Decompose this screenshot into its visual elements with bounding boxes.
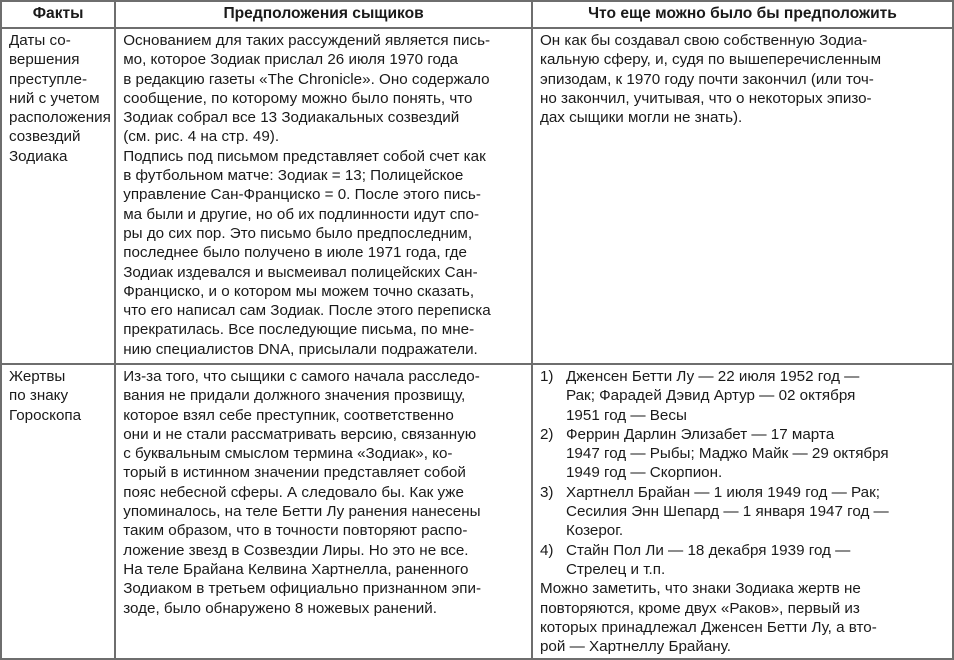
text-line: мо, которое Зодиак прислал 26 июля 1970 года (123, 51, 458, 69)
list-number: 3) (539, 483, 554, 501)
text-line: ложение звезд в Созвездии Лиры. Но это не все. (123, 541, 469, 559)
text-line: кальную сферу, и, судя по вышеперечисленным (539, 51, 882, 69)
text-line: преступле- (9, 70, 88, 88)
text-line: Хартнелл Брайан — 1 июля 1949 год — Рак; (565, 483, 880, 501)
text-line: в футбольном матче: Зодиак = 13; Полицейское (123, 167, 464, 185)
text-line: пояс небесной сферы. А следовало бы. Как уже (123, 483, 464, 501)
text-line: в редакцию газеты «The Chronicle». Оно содержало (123, 70, 490, 88)
table-row (1, 28, 953, 364)
text-line: управление Сан-Франциско = 0. После этого пись- (123, 186, 481, 204)
text-line: Зодиак издевался и высмеивал полицейских Сан- (123, 263, 478, 281)
text-line: Стрелец и т.п. (565, 560, 666, 578)
text-line: Зодиаком в третьем официально признанном эпи- (123, 580, 482, 598)
text-line: Зодиака (9, 147, 68, 165)
text-line: Козерог. (565, 522, 624, 540)
table-header-row (1, 1, 953, 28)
fact-cell-victims-horoscope (1, 364, 115, 659)
list-item (540, 541, 945, 580)
text-line: Он как бы создавал свою собственную Зодиа- (539, 32, 868, 49)
header-facts: Факты (1, 1, 115, 28)
list-item (540, 483, 945, 541)
text-line: повторяются, кроме двух «Раков», первый из (539, 599, 860, 617)
list-item (540, 425, 945, 483)
assumption-cell-nickname (115, 364, 532, 659)
text-line: сообщение, по которому можно было понять, что (123, 89, 473, 107)
text-line: Франциско, и о котором мы можем точно сказать, (123, 282, 475, 300)
text-line: торый в истинном значении представляет собой (123, 464, 466, 482)
text-line: по знаку (9, 387, 69, 405)
text-line: Можно заметить, что знаки Зодиака жертв не (539, 580, 861, 598)
text-line: созвездий (9, 128, 81, 146)
text-line: ма были и другие, но об их подлинности идут спо- (123, 205, 480, 223)
text-line: Сесилия Энн Шепард — 1 января 1947 год — (565, 503, 889, 521)
text-line: 1949 год — Скорпион. (565, 464, 723, 482)
text-line: Из-за того, что сыщики с самого начала расследо- (123, 368, 480, 385)
text-line: но закончил, учитывая, что о некоторых эпизо- (539, 89, 872, 107)
text-line: Зодиак собрал все 13 Зодиакальных созвездий (123, 109, 460, 127)
header-other-assumptions: Что еще можно было бы предположить (532, 1, 953, 28)
text-line: Жертвы (9, 368, 66, 385)
fact-cell-crime-dates (1, 28, 115, 364)
text-line: Феррин Дарлин Элизабет — 17 марта (565, 425, 835, 443)
list-number: 1) (539, 368, 554, 385)
text-line: Подпись под письмом представляет собой счет как (123, 147, 486, 165)
text-line: которых принадлежал Дженсен Бетти Лу, а вто- (539, 618, 877, 636)
text-line: с буквальным смыслом термина «Зодиак», ко- (123, 445, 453, 463)
victims-list (540, 367, 945, 579)
text-line: (см. рис. 4 на стр. 49). (123, 128, 280, 146)
more-cell-zodiac-sphere (532, 28, 953, 364)
text-line: таким образом, что в точности повторяют распо- (123, 522, 468, 540)
text-line: которое взял себе преступник, соответственно (123, 406, 454, 424)
text-line: Стайн Пол Ли — 18 декабря 1939 год — (565, 541, 851, 559)
text-line: последнее было получено в июле 1971 года, где (123, 244, 467, 262)
text-line: Основанием для таких рассуждений является пись- (123, 32, 491, 49)
text-line: прекратилась. Все последующие письма, по мне- (123, 321, 475, 339)
text-line: что его написал сам Зодиак. После этого переписка (123, 302, 491, 320)
text-line: рой — Хартнеллу Брайану. (539, 638, 731, 656)
assumption-cell-letter (115, 28, 532, 364)
text-line: дах сыщики могли не знать). (539, 109, 743, 127)
text-line: эпизодам, к 1970 году почти закончил (или точ- (539, 70, 874, 88)
text-line: 1947 год — Рыбы; Маджо Майк — 29 октября (565, 445, 889, 463)
text-line: вания не придали должного значения прозвищу, (123, 387, 466, 405)
list-number: 4) (539, 541, 554, 559)
list-item (540, 367, 945, 425)
list-number: 2) (539, 425, 554, 443)
text-line: На теле Брайана Келвина Хартнелла, раненного (123, 560, 469, 578)
text-line: Рак; Фарадей Дэвид Артур — 02 октября (565, 387, 856, 405)
text-line: ний с учетом (9, 89, 100, 107)
text-line: расположения (9, 109, 111, 127)
text-line: упоминалось, на теле Бетти Лу ранения нанесены (123, 503, 481, 521)
text-line: 1951 год — Весы (565, 406, 687, 424)
text-line: зоде, было обнаружено 8 ножевых ранений. (123, 599, 437, 617)
text-line: нию специалистов DNA, присылали подражатели. (123, 340, 478, 358)
table-row (1, 364, 953, 659)
text-line: Даты со- (9, 32, 71, 49)
text-line: Дженсен Бетти Лу — 22 июля 1952 год — (565, 368, 860, 385)
text-line: вершения (9, 51, 80, 69)
text-line: они и не стали рассматривать версию, связанную (123, 425, 477, 443)
text-line: ры до сих пор. Это письмо было предпоследним, (123, 224, 473, 242)
text-line: Гороскопа (9, 406, 82, 424)
more-cell-victims-signs (532, 364, 953, 659)
header-detective-assumptions: Предположения сыщиков (115, 1, 532, 28)
